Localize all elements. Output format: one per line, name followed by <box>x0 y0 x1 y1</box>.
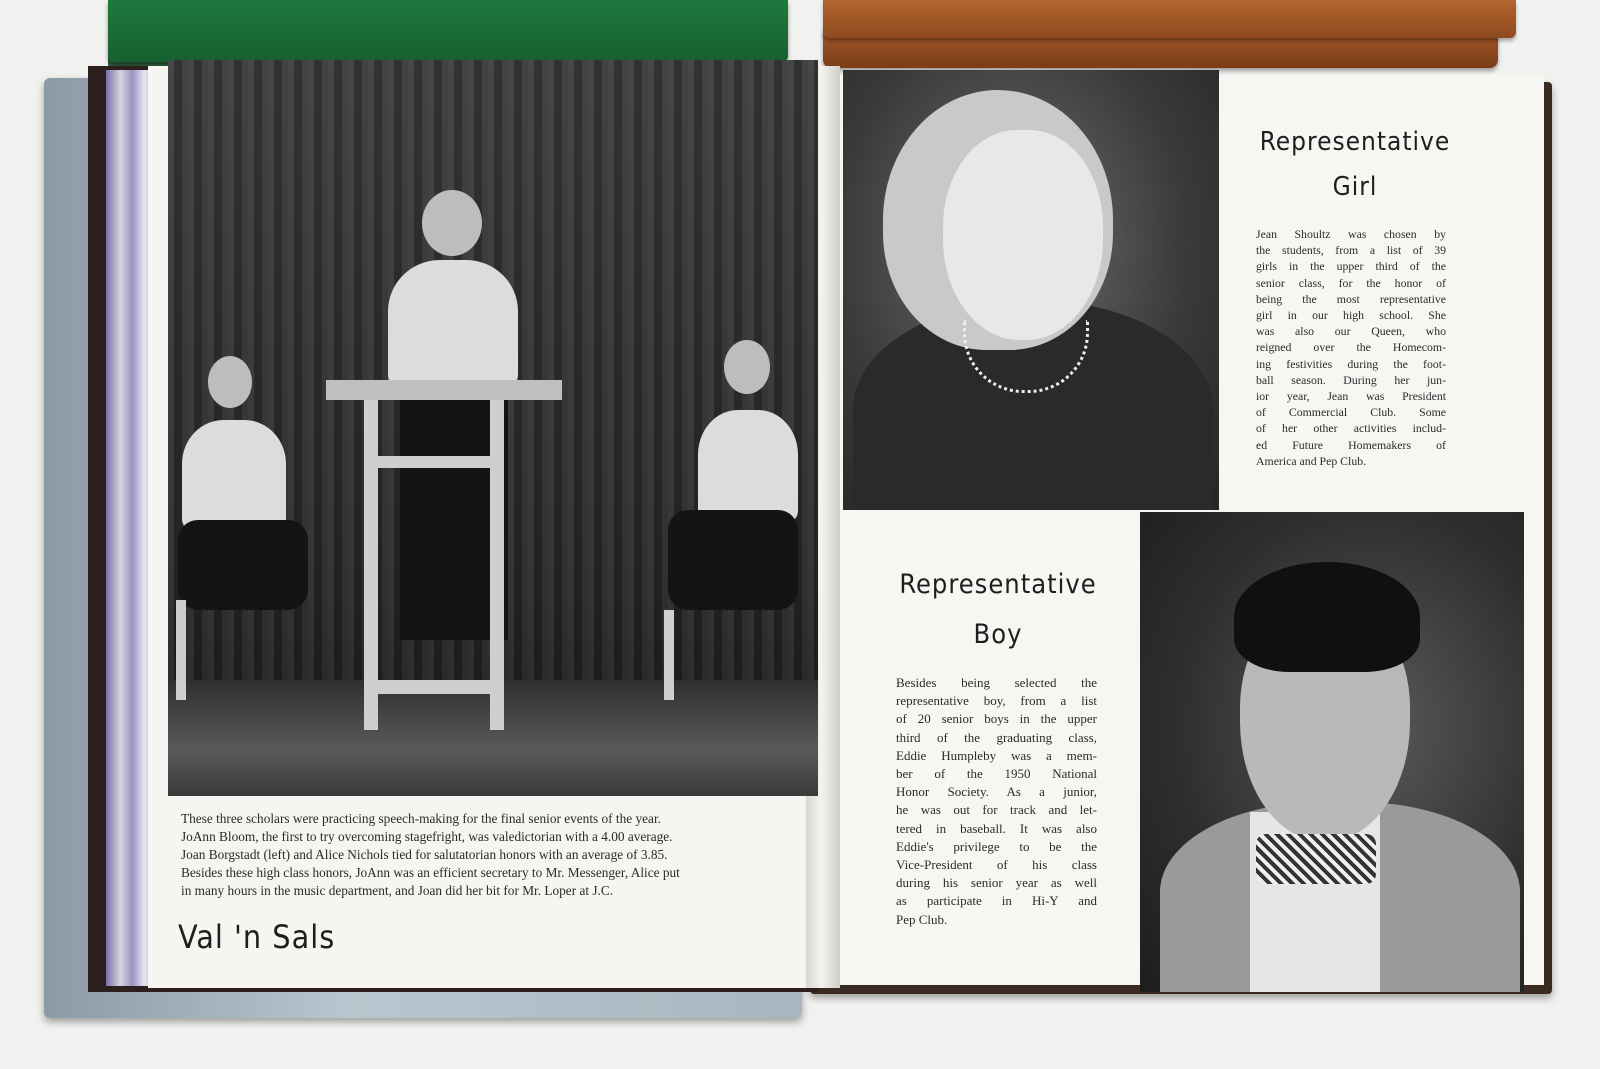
girl-text-line: Jean Shoultz was chosen by <box>1256 227 1446 241</box>
girl-text-line: girl in our high school. She <box>1256 308 1446 323</box>
girl-title-line1: Representative <box>1259 127 1451 157</box>
girl-text-line: ed Future Homemakers of <box>1256 437 1446 452</box>
left-girl-blouse <box>182 420 286 530</box>
boy-text-line: Besides being selected the <box>896 675 1097 690</box>
center-girl-blouse <box>388 260 518 388</box>
green-yearbook <box>108 0 788 62</box>
girl-text-line: senior class, for the honor of <box>1256 275 1446 290</box>
girl-text-line: the students, from a list of 39 <box>1256 243 1446 258</box>
girl-title-line2: Girl <box>1332 172 1378 202</box>
boy-text-line: Eddie Humpleby was a mem- <box>896 747 1097 763</box>
stage-caption <box>181 810 821 900</box>
girl-text-line: girls in the upper third of the <box>1256 259 1446 274</box>
boy-text-line: third of the graduating class, <box>896 729 1097 745</box>
center-girl-head <box>422 190 482 256</box>
boy-text-line: Eddie's privilege to be the <box>896 838 1097 854</box>
girl-description <box>1256 226 1446 469</box>
girl-text-line: being the most representative <box>1256 291 1446 306</box>
fore-edge <box>106 70 154 986</box>
right-girl-skirt <box>668 510 798 610</box>
boy-text-line: he was out for track and let- <box>896 802 1097 818</box>
girl-text-line: of Commercial Club. Some <box>1256 405 1446 420</box>
boy-text-line: Vice-President of his class <box>896 857 1097 873</box>
boy-text-line: ber of the 1950 National <box>896 766 1097 782</box>
representative-girl-photo <box>843 70 1219 510</box>
caption-line: Besides these high class honors, JoAnn was an efficient secretary to Mr. Messenger, Alice put <box>181 865 680 880</box>
girl-text-line: America and Pep Club. <box>1256 453 1367 468</box>
right-girl-head <box>724 340 770 394</box>
stage-photo <box>168 60 818 796</box>
right-chair-leg <box>664 610 674 700</box>
girl-text-line: was also our Queen, who <box>1256 324 1446 339</box>
left-girl-head <box>208 356 252 408</box>
podium-shelf <box>364 456 504 468</box>
caption-line: in many hours in the music department, and Joan did her bit for Mr. Loper at J.C. <box>181 883 614 898</box>
right-girl-blouse <box>698 410 798 522</box>
boy-text-line: representative boy, from a list <box>896 693 1097 709</box>
girl-section-title <box>1205 120 1505 210</box>
brown-yearbook <box>823 0 1516 38</box>
representative-boy-photo <box>1140 512 1524 992</box>
girl-text-line: ing festivities during the foot- <box>1256 356 1446 371</box>
left-girl-skirt <box>178 520 308 610</box>
page-title-val-n-sals: Val 'n Sals <box>178 918 336 956</box>
caption-line: JoAnn Bloom, the first to try overcoming stagefright, was valedictorian with a 4.00 average. <box>181 829 673 844</box>
boy-text-line: Honor Society. As a junior, <box>896 784 1097 800</box>
caption-line: Joan Borgstadt (left) and Alice Nichols tied for salutatorian honors with an average of 3.85. <box>181 847 668 862</box>
boy-text-line: Pep Club. <box>896 911 948 927</box>
podium-base <box>368 680 502 694</box>
girl-text-line: ior year, Jean was President <box>1256 389 1446 404</box>
boy-title-line1: Representative <box>899 569 1097 600</box>
boy-text-line: of 20 senior boys in the upper <box>896 711 1097 727</box>
boy-section-title <box>878 560 1118 660</box>
boy-text-line: tered in baseball. It was also <box>896 820 1097 836</box>
boy-title-line2: Boy <box>973 619 1023 650</box>
caption-line: These three scholars were practicing speech-making for the final senior events of the year. <box>181 811 661 826</box>
left-chair-leg <box>176 600 186 700</box>
girl-text-line: ball season. During her jun- <box>1256 372 1446 387</box>
boy-text-line: during his senior year as well <box>896 875 1097 891</box>
girl-face <box>943 130 1103 340</box>
boy-hair <box>1234 562 1420 672</box>
bow-tie <box>1256 834 1376 884</box>
boy-description <box>896 674 1097 929</box>
girl-text-line: of her other activities includ- <box>1256 421 1446 436</box>
podium-top <box>326 380 562 400</box>
girl-text-line: reigned over the Homecom- <box>1256 340 1446 355</box>
boy-text-line: as participate in Hi-Y and <box>896 893 1097 909</box>
